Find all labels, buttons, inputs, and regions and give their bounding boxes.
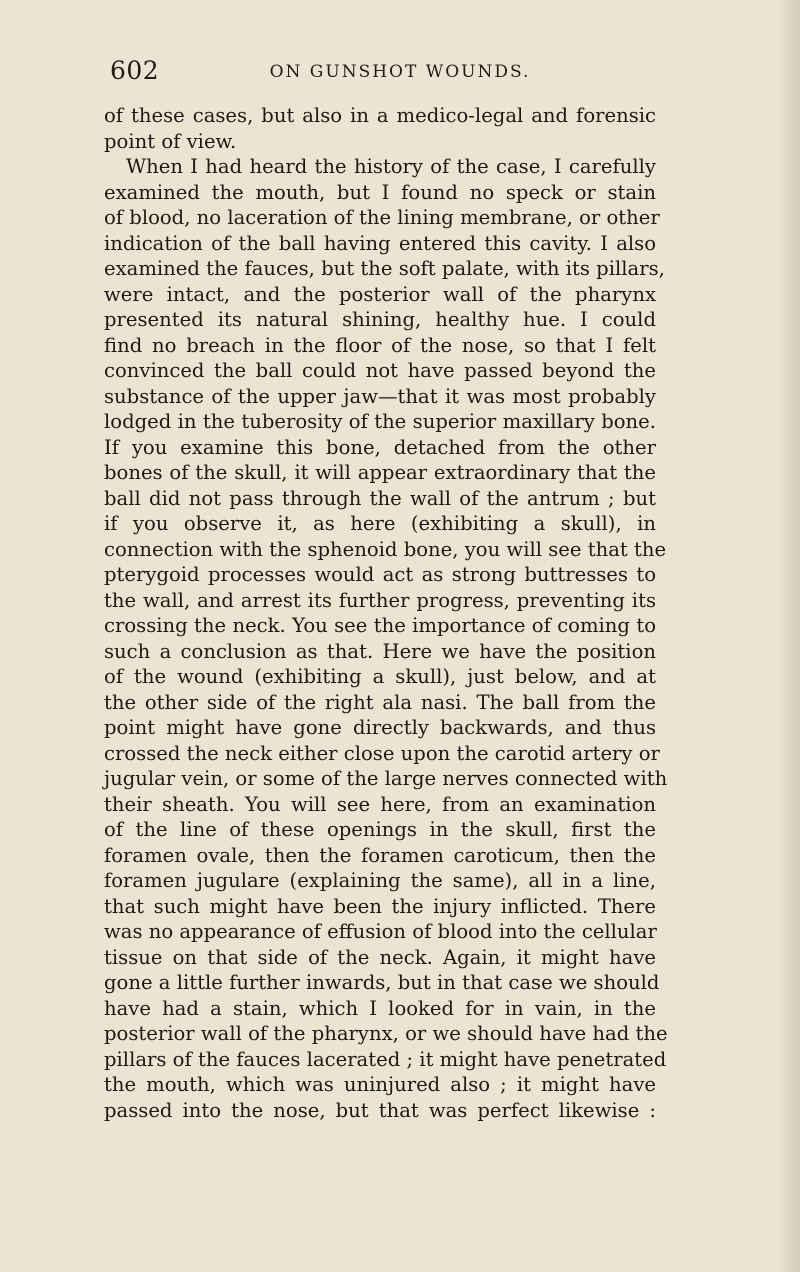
text-line: of blood, no laceration of the lining membrane, or other <box>104 206 660 229</box>
text-line: convinced the ball could not have passed beyond the <box>104 359 656 382</box>
text-line: indication of the ball having entered this cavity. I also <box>104 231 656 255</box>
text-line: passed into the nose, but that was perfect likewise : <box>104 1098 656 1122</box>
running-title: ON GUNSHOT WOUNDS. <box>269 62 531 82</box>
text-line: that such might have been the injury inflicted. There <box>104 894 656 918</box>
text-line: presented its natural shining, healthy hue. I could <box>104 308 656 331</box>
text-line: bones of the skull, it will appear extraordinary that the <box>104 461 656 484</box>
text-line: posterior wall of the pharynx, or we should have had the <box>104 1022 668 1045</box>
text-line: pillars of the fauces lacerated ; it might have penetrated <box>104 1047 667 1071</box>
text-line: tissue on that side of the neck. Again, it might have <box>104 945 656 969</box>
text-line: if you observe it, as here (exhibiting a skull), in <box>104 512 656 535</box>
text-line: crossing the neck. You see the importance of coming to <box>104 614 656 637</box>
text-line: jugular vein, or some of the large nerves connected with <box>104 767 668 790</box>
text-line: point of view. <box>104 129 237 153</box>
running-head <box>0 56 800 96</box>
text-line: examined the fauces, but the soft palate, with its pillars, <box>104 257 665 280</box>
text-line: When I had heard the history of the case, I carefully <box>126 155 656 178</box>
text-line: pterygoid processes would act as strong buttresses to <box>104 563 656 586</box>
text-line: lodged in the tuberosity of the superior maxillary bone. <box>104 410 656 433</box>
text-line: ball did not pass through the wall of the antrum ; but <box>104 486 656 510</box>
page-number: 602 <box>110 56 160 85</box>
text-line: find no breach in the floor of the nose, so that I felt <box>104 333 656 357</box>
text-line: point might have gone directly backwards, and thus <box>104 716 656 739</box>
text-line: examined the mouth, but I found no speck or stain <box>104 180 656 204</box>
text-line: gone a little further inwards, but in that case we should <box>104 971 660 994</box>
text-line: the wall, and arrest its further progress, preventing its <box>104 588 656 612</box>
text-line: If you examine this bone, detached from the other <box>104 435 656 459</box>
text-line: the mouth, which was uninjured also ; it might have <box>104 1073 656 1096</box>
text-line: such a conclusion as that. Here we have the position <box>104 639 656 663</box>
page-edge-shadow <box>778 0 800 1272</box>
text-line: their sheath. You will see here, from an examination <box>104 792 656 816</box>
text-line: crossed the neck either close upon the carotid artery or <box>104 741 660 765</box>
text-line: was no appearance of effusion of blood into the cellular <box>104 920 657 943</box>
text-line: of the line of these openings in the skull, first the <box>104 818 656 841</box>
text-line: have had a stain, which I looked for in vain, in the <box>104 996 656 1020</box>
text-line: foramen ovale, then the foramen caroticum, then the <box>104 843 656 867</box>
text-line: substance of the upper jaw—that it was most probably <box>104 384 656 408</box>
text-line: of the wound (exhibiting a skull), just below, and at <box>104 665 656 688</box>
text-line: foramen jugulare (explaining the same), all in a line, <box>104 869 656 892</box>
body-text <box>104 103 668 1123</box>
text-line: of these cases, but also in a medico-legal and forensic <box>104 104 656 127</box>
text-line: the other side of the right ala nasi. The ball from the <box>104 690 656 714</box>
text-line: connection with the sphenoid bone, you will see that the <box>104 537 667 561</box>
text-line: were intact, and the posterior wall of the pharynx <box>104 282 656 306</box>
